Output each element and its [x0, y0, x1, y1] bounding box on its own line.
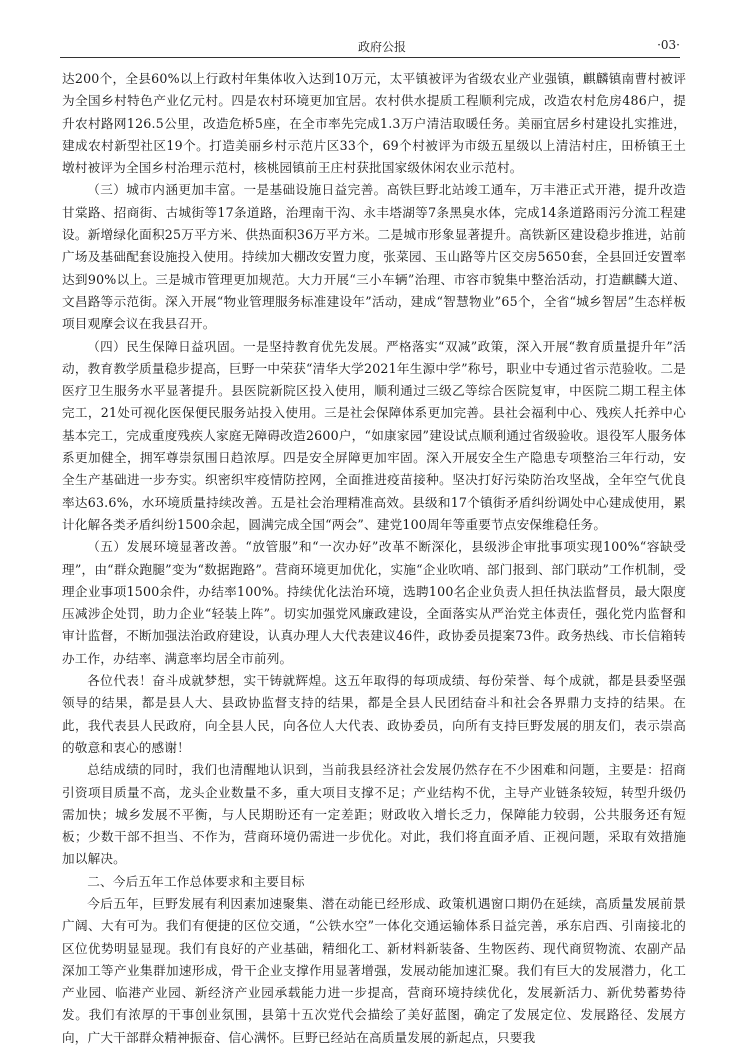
publication-title: 政府公报	[358, 40, 407, 54]
paragraph-outlook: 今后五年，巨野发展有利因素加速聚集、潜在动能已经形成、政策机遇窗口期仍在延续，高质量发展前景广阔、大有可为。我们有便捷的区位交通，“公铁水空”一体化交通运输体系日益完善，承东启西、引南接北的区位优势明显显现。我们有良好的产业基础，精细化工、新材料新装备、生物医药、现代商贸物流、农副产品深加工等产业集群加速形成，骨干企业支撑作用显著增强，发展动能加速汇聚。我们有巨大的发展潜力，化工产业园、临港产业园、新经济产业园承载能力进一步提高，营商环境持续优化，发展新活力、新优势蓄势待发。我们有浓厚的干事创业氛围，县第十五次党代会描绘了美好蓝图，确定了发展定位、发展路径、发展方向，广大干部群众精神振奋、信心满怀。巨野已经站在高质量发展的新起点，只要我	[62, 895, 686, 1045]
paragraph-environment: （五）发展环境显著改善。“放管服”和“一次办好”改革不断深化，县级涉企审批事项实现100%“容缺受理”，由“群众跑腿”变为“数据跑路”。营商环境更加优化，实施“企业吹哨、部门报到、部门联动”工作机制，受理企业事项1500余件，办结率100%。持续优化法治环境，选聘100名企业负责人担任执法监督员，最大限度压减涉企处罚，助力企业“轻装上阵”。切实加强党风廉政建设，全面落实从严治党主体责任，强化党内监督和审计监督，不断加强法治政府建设，认真办理人大代表建议46件，政协委员提案73件。政务热线、市长信箱转办工作，办结率、满意率均居全市前列。	[62, 539, 686, 666]
paragraph-thanks: 各位代表！奋斗成就梦想，实干铸就辉煌。这五年取得的每项成绩、每份荣誉、每个成就，都是县委坚强领导的结果，都是县人大、县政协监督支持的结果，都是全县人民团结奋斗和社会各界鼎力支持的结果。在此，我代表县人民政府，向全县人民，向各位人大代表、政协委员，向所有支持巨野发展的朋友们，表示崇高的敬意和衷心的感谢！	[62, 673, 686, 755]
section-heading: 二、今后五年工作总体要求和主要目标	[87, 873, 305, 889]
header-divider	[60, 57, 680, 58]
page-header	[60, 36, 680, 56]
paragraph-problems: 总结成绩的同时，我们也清醒地认识到，当前我县经济社会发展仍然存在不少困难和问题，主要是：招商引资项目质量不高，龙头企业数量不多，重大项目支撑不足；产业结构不优，主导产业链条较短，转型升级仍需加快；城乡发展不平衡，与人民期盼还有一定差距；财政收入增长乏力，保障能力较弱，公共服务还有短板；少数干部不担当、不作为，营商环境仍需进一步优化。对此，我们将直面矛盾、正视问题，采取有效措施加以解决。	[62, 762, 686, 867]
paragraph-city-development: （三）城市内涵更加丰富。一是基础设施日益完善。高铁巨野北站竣工通车，万丰港正式开港，提升改造甘棠路、招商街、古城街等17条道路，治理南干沟、永丰塔湖等7条黑臭水体，完成14条道路雨污分流工程建设。新增绿化面积25万平方米、供热面积36万平方米。二是城市形象显著提升。高铁新区建设稳步推进，站前广场及基础配套设施投入使用。持续加大棚改安置力度，张菜园、玉山路等片区交房5650套，全县回迁安置率达到90%以上。三是城市管理更加规范。大力开展“三小车辆”治理、市容市貌集中整治活动，打造麒麟大道、文昌路等示范街。深入开展“物业管理服务标准建设年”活动，建成“智慧物业”65个，全省“城乡智居”生态样板项目观摩会议在我县召开。	[62, 182, 686, 332]
paragraph-livelihood: （四）民生保障日益巩固。一是坚持教育优先发展。严格落实“双减”政策，深入开展“教育质量提升年”活动，教育教学质量稳步提高，巨野一中荣获“清华大学2021年生源中学”称号，职业中专通过省示范验收。二是医疗卫生服务水平显著提升。县医院新院区投入使用，顺利通过三级乙等综合医院复审，中医院二期工程主体完工，21处可视化医保便民服务站投入使用。三是社会保障体系更加完善。县社会福利中心、残疾人托养中心基本完工，完成重度残疾人家庭无障碍改造2600户，“如康家园”建设试点顺利通过省级验收。退役军人服务体系更加健全，拥军尊崇氛围日趋浓厚。四是安全屏障更加牢固。深入开展安全生产隐患专项整治三年行动，安全生产基础进一步夯实。织密织牢疫情防控网，全面推进疫苗接种。坚决打好污染防治攻坚战，全年空气优良率达63.6%，水环境质量持续改善。五是社会治理精准高效。县级和17个镇街矛盾纠纷调处中心建成使用，累计化解各类矛盾纠纷1500余起，圆满完成全国“两会”、建党100周年等重要节点安保维稳任务。	[62, 338, 686, 532]
page-number: ·03·	[657, 38, 680, 52]
article-body	[62, 68, 686, 1049]
paragraph-continued-rural: 达200个，全县60%以上行政村年集体收入达到10万元，太平镇被评为省级农业产业强镇，麒麟镇南曹村被评为全国乡村特色产业亿元村。四是农村环境更加宜居。农村供水提质工程顺利完成，改造农村危房486户，提升农村路网126.5公里，改造危桥5座，在全市率先完成1.3万户清洁取暖任务。美丽宜居乡村建设扎实推进，建成农村新型社区19个。打造美丽乡村示范片区33个，69个村被评为市级五星级以上清洁村庄，田桥镇王土墩村被评为全国乡村治理示范村，核桃园镇前王庄村获批国家级休闲农业示范村。	[62, 71, 686, 176]
